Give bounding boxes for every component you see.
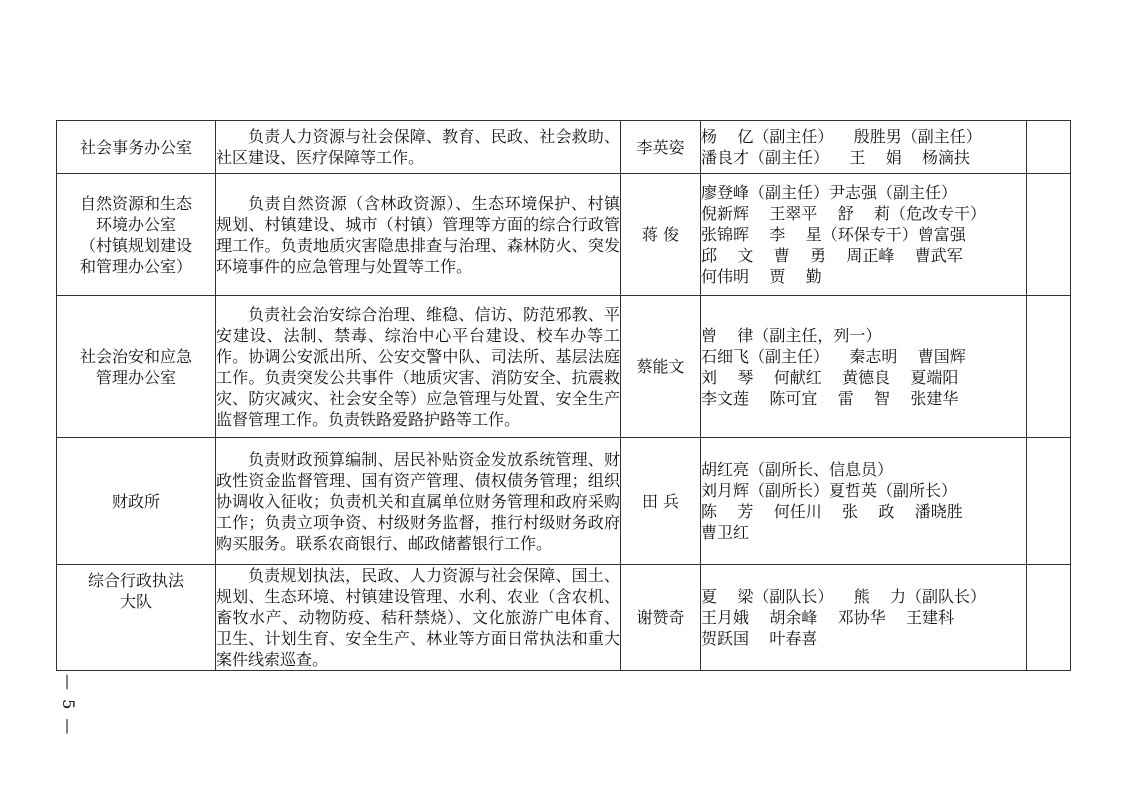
members-cell bbox=[701, 121, 1027, 174]
department-name-line: 自然资源和生态 bbox=[79, 193, 192, 213]
duty-cell bbox=[216, 438, 621, 565]
duty-cell bbox=[216, 296, 621, 438]
leader-cell bbox=[621, 296, 701, 438]
table-row bbox=[57, 565, 1071, 671]
department-name-line: 社会事务办公室 bbox=[79, 137, 192, 157]
members-cell bbox=[701, 565, 1027, 671]
leader-name: 田 兵 bbox=[641, 491, 680, 511]
department-name-line: 管理办公室 bbox=[95, 367, 176, 387]
blank-cell bbox=[1027, 565, 1071, 671]
duty-cell bbox=[216, 174, 621, 296]
leader-cell bbox=[621, 121, 701, 174]
department-name-line: 社会治安和应急 bbox=[79, 346, 192, 366]
duty-text: 负责财政预算编制、居民补贴资金发放系统管理、财政性资金监督管理、国有资产管理、债权债务管理；组织协调收入征收；负责机关和直属单位财务管理和政府采购工作；负责立项争资、村级财务监督，推行村级财务政府购买服务。联系农商银行、邮政储蓄银行工作。 bbox=[216, 449, 620, 553]
member-line: 廖登峰（副主任）尹志强（副主任） bbox=[701, 183, 958, 202]
member-line: 何伟明 贾 勤 bbox=[701, 267, 822, 286]
member-line: 刘 琴 何献红 黄德良 夏端阳 bbox=[701, 367, 959, 387]
member-line: 曹卫红 bbox=[701, 523, 750, 542]
department-name-line: 综合行政执法 bbox=[87, 571, 184, 590]
table-row bbox=[57, 296, 1071, 438]
member-line: 潘良才（副主任） 王 娟 杨滴扶 bbox=[701, 148, 971, 167]
organization-table bbox=[56, 120, 1071, 671]
department-cell bbox=[57, 296, 216, 438]
members-cell bbox=[701, 296, 1027, 438]
leader-cell bbox=[621, 565, 701, 671]
member-line: 倪新辉 王翠平 舒 莉（危改专干） bbox=[701, 204, 987, 223]
duty-cell bbox=[216, 121, 621, 174]
department-cell bbox=[57, 565, 216, 671]
member-line: 杨 亿（副主任） 殷胜男（副主任） bbox=[701, 127, 982, 146]
leader-name: 蒋 俊 bbox=[641, 225, 680, 244]
table-row bbox=[57, 121, 1071, 174]
department-name-line: 和管理办公室） bbox=[79, 256, 192, 276]
member-line: 王月娥 胡余峰 邓协华 王建科 bbox=[701, 608, 955, 627]
department-name-line: 大队 bbox=[119, 592, 152, 611]
blank-cell bbox=[1027, 296, 1071, 438]
leader-cell bbox=[621, 438, 701, 565]
member-line: 夏 梁（副队长） 熊 力（副队长） bbox=[701, 587, 987, 606]
duty-cell bbox=[216, 565, 621, 671]
blank-cell bbox=[1027, 174, 1071, 296]
members-cell bbox=[701, 174, 1027, 296]
member-line: 石细飞（副主任） 秦志明 曹国辉 bbox=[701, 346, 966, 366]
department-name-line: 财政所 bbox=[111, 491, 160, 511]
members-cell bbox=[701, 438, 1027, 565]
blank-cell bbox=[1027, 121, 1071, 174]
member-line: 邱 文 曹 勇 周正峰 曹武军 bbox=[701, 246, 963, 265]
duty-text: 负责社会治安综合治理、维稳、信访、防范邪教、平安建设、法制、禁毒、综治中心平台建设、校车办等工作。协调公安派出所、公安交警中队、司法所、基层法庭工作。负责突发公共事件（地质灾害、消防安全、抗震救灾、防灾减灾、社会安全等）应急管理与处置、安全生产监督管理工作。负责铁路爱路护路等工作。 bbox=[216, 304, 620, 429]
table-row bbox=[57, 438, 1071, 565]
member-line: 胡红亮（副所长、信息员） bbox=[701, 460, 894, 479]
leader-name: 谢赞奇 bbox=[636, 608, 685, 627]
member-line: 贺跃国 叶春喜 bbox=[701, 629, 818, 648]
member-line: 李文莲 陈可宜 雷 智 张建华 bbox=[701, 388, 959, 408]
duty-text: 负责规划执法，民政、人力资源与社会保障、国土、规划、生态环境、村镇建设管理、水利、农业（含农机、畜牧水产、动物防疫、秸秆禁烧）、文化旅游广电体育、卫生、计划生育、安全生产、林业等方面日常执法和重大案件线索巡查。 bbox=[216, 566, 620, 669]
department-cell bbox=[57, 121, 216, 174]
member-line: 刘月辉（副所长）夏哲英（副所长） bbox=[701, 481, 958, 500]
leader-name: 蔡能文 bbox=[636, 357, 685, 376]
duty-text: 负责自然资源（含林政资源）、生态环境保护、村镇规划、村镇建设、城市（村镇）管理等方面的综合行政管理工作。负责地质灾害隐患排查与治理、森林防火、突发环境事件的应急管理与处置等工作。 bbox=[216, 193, 620, 276]
department-name-line: （村镇规划建设 bbox=[79, 235, 192, 255]
leader-name: 李英姿 bbox=[636, 137, 685, 157]
blank-cell bbox=[1027, 438, 1071, 565]
page-number: — 5 — bbox=[59, 674, 78, 737]
member-line: 张锦晖 李 星（环保专干）曾富强 bbox=[701, 225, 966, 244]
duty-text: 负责人力资源与社会保障、教育、民政、社会救助、社区建设、医疗保障等工作。 bbox=[216, 127, 620, 167]
leader-cell bbox=[621, 174, 701, 296]
member-line: 陈 芳 何任川 张 政 潘晓胜 bbox=[701, 502, 963, 521]
member-line: 曾 律（副主任，列一） bbox=[701, 325, 882, 345]
table-row bbox=[57, 174, 1071, 296]
department-cell bbox=[57, 438, 216, 565]
department-cell bbox=[57, 174, 216, 296]
department-name-line: 环境办公室 bbox=[95, 214, 176, 234]
